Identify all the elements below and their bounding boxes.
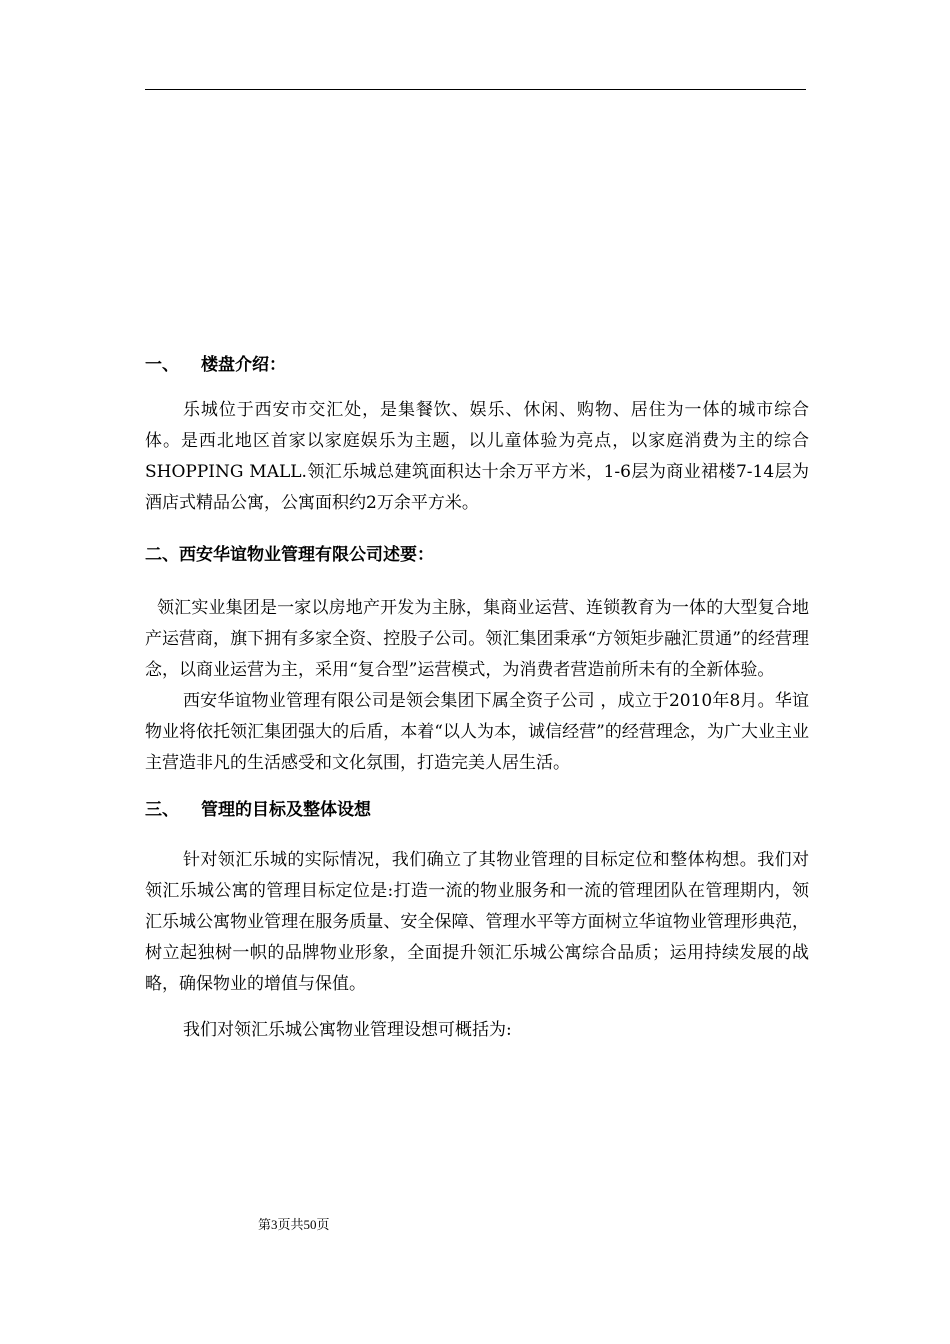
section-3-heading (145, 795, 809, 826)
section-1-paragraph: 乐城位于西安市交汇处，是集餐饮、娱乐、休闲、购物、居住为一体的城市综合体。是西北地区首家以家庭娱乐为主题，以儿童体验为亮点，以家庭消费为主的综合SHOPPING MALL.领汇乐城总建筑面积达十余万平方米，1-6层为商业裙楼7-14层为酒店式精品公寓，公寓面积约2万余平方米。 (145, 400, 809, 513)
section-1-number: 一、 (145, 355, 179, 375)
section-3-paragraph-1: 针对领汇乐城的实际情况，我们确立了其物业管理的目标定位和整体构想。我们对领汇乐城公寓的管理目标定位是:打造一流的物业服务和一流的管理团队在管理期内，领汇乐城公寓物业管理在服务质量、安全保障、管理水平等方面树立华谊物业管理形典范，树立起独树一帜的品牌物业形象，全面提升领汇乐城公寓综合品质；运用持续发展的战略，确保物业的增值与保值。 (145, 850, 809, 994)
section-1-heading (145, 350, 809, 381)
section-2-paragraph-2: 西安华谊物业管理有限公司是领会集团下属全资子公司 ，成立于2010年8月。华谊物业将依托领汇集团强大的后盾，本着“以人为本，诚信经营”的经营理念，为广大业主业主营造非凡的生活感受和文化氛围，打造完美人居生活。 (145, 691, 809, 773)
page-number-footer: 第3页共50页 (258, 1217, 330, 1232)
section-3-title: 管理的目标及整体设想 (201, 800, 371, 820)
section-3-paragraph-2: 我们对领汇乐城公寓物业管理设想可概括为: (183, 1020, 512, 1040)
section-3-number: 三、 (145, 800, 179, 820)
header-rule (145, 89, 806, 90)
section-2-paragraph-1: 领汇实业集团是一家以房地产开发为主脉，集商业运营、连锁教育为一体的大型复合地产运营商，旗下拥有多家全资、控股子公司。领汇集团秉承“方领矩步融汇贯通”的经营理念，以商业运营为主，采用“复合型”运营模式，为消费者营造前所未有的全新体验。 (145, 598, 809, 680)
document-body (145, 350, 809, 1046)
section-2-heading: 二、西安华谊物业管理有限公司述要： (145, 545, 434, 565)
section-1-title: 楼盘介绍： (201, 355, 286, 375)
